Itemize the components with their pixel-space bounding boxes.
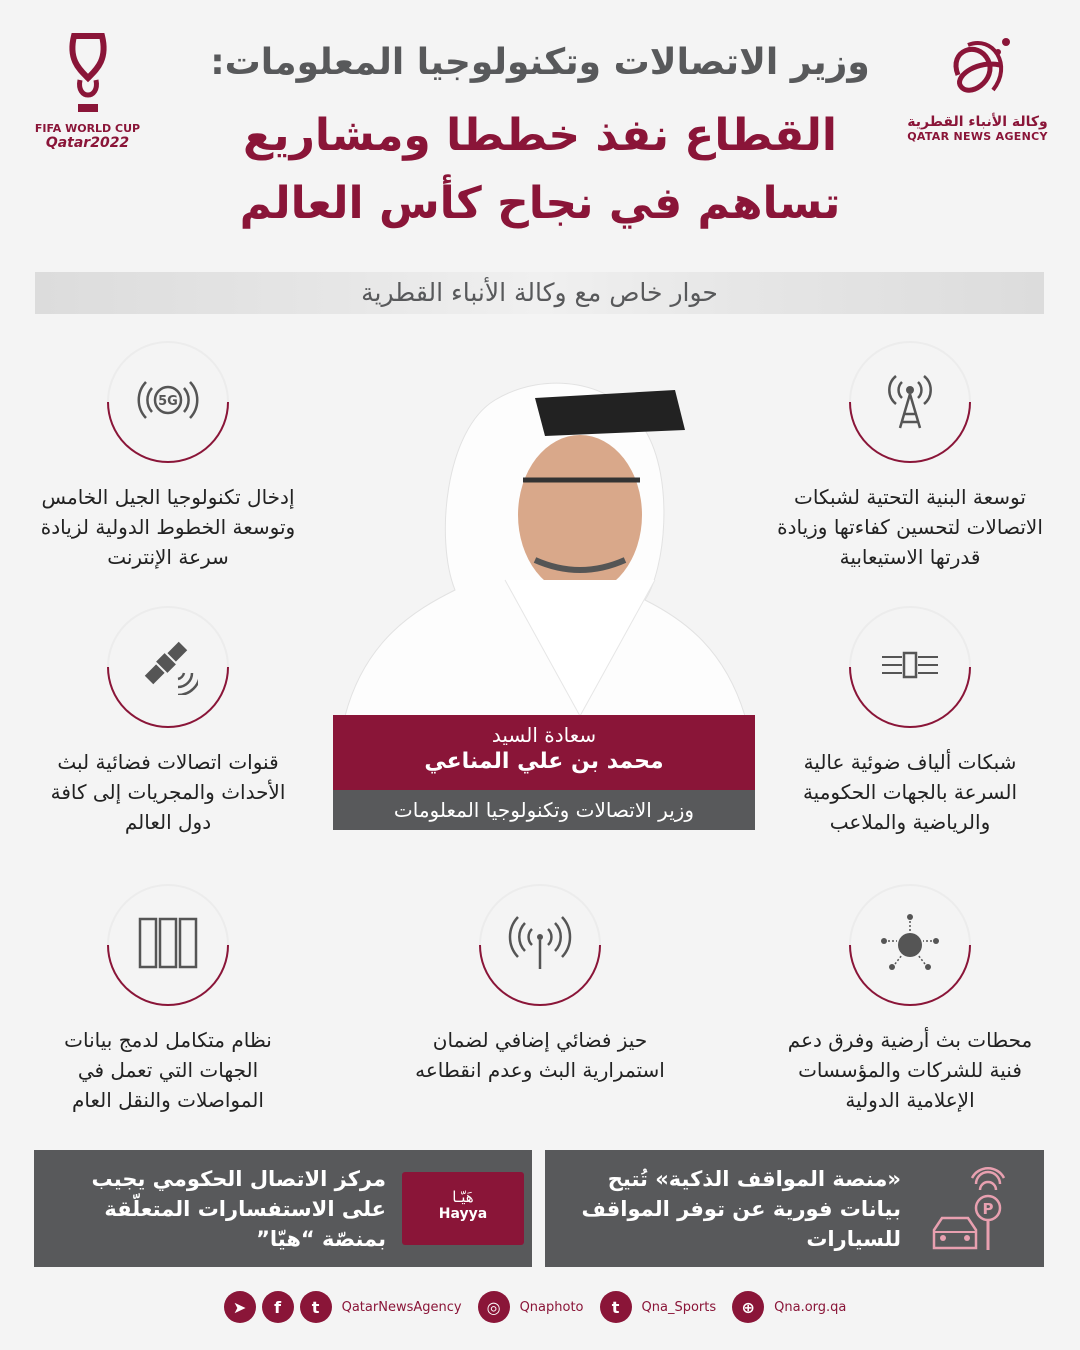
qna-logo-english: QATAR NEWS AGENCY [907,130,1048,143]
hayya-info-text: مركز الاتصال الحكومي يجيب على الاستفسارات المتعلّقة بمنصّة “هيّا” [91,1167,386,1251]
hayya-card [402,1172,524,1245]
hayya-info-panel [34,1150,532,1267]
subtitle-band [35,272,1044,314]
minister-photo [345,340,745,716]
world-cup-logo [30,30,145,151]
smart-parking-panel [545,1150,1044,1267]
feature-text: حيز فضائي إضافي لضمان استمرارية البث وعدم انقطاعه [415,1028,665,1082]
fiber-optic-icon [860,635,960,695]
instagram-icon[interactable]: ◎ [478,1291,510,1323]
social-handle-qna-sports[interactable]: Qna_Sports [641,1299,717,1315]
feature-text: نظام متكامل لدمج بيانات الجهات التي تعمل في المواصلات والنقل العام [64,1028,272,1112]
feature-fiber [775,605,1045,837]
smart-parking-text: «منصة المواقف الذكية» تُتيح بيانات فورية عن توفر المواقف للسيارات [581,1167,901,1251]
feature-text: محطات بث أرضية وفرق دعم فنية للشركات والمؤسسات الإعلامية الدولية [787,1028,1033,1112]
facebook-icon[interactable]: f [262,1291,294,1323]
broadcast-signal-icon [490,913,590,973]
satellite-icon [138,635,198,695]
svg-text:P: P [982,1200,994,1218]
feature-infrastructure [775,340,1045,572]
globe-icon[interactable]: ⊕ [732,1291,764,1323]
minister-name-box [333,715,755,830]
qna-emblem-icon [938,30,1018,110]
hayya-arabic: هَيّـا [452,1188,474,1206]
feature-text: إدخال تكنولوجيا الجيل الخامس وتوسعة الخطوط الدولية لزيادة سرعة الإنترنت [40,485,296,569]
social-footer [0,1290,1080,1324]
hayya-english: Hayya [438,1206,488,1222]
server-icon [128,913,208,973]
global-network-icon [880,913,940,973]
world-cup-logo-line1: FIFA WORLD CUP [34,122,141,135]
feature-space-capacity [405,883,675,1085]
feature-ground-stations [775,883,1045,1115]
website-link[interactable]: Qna.org.qa [774,1299,847,1315]
parking-car-icon [930,1164,1010,1256]
twitter-icon[interactable]: t [300,1291,332,1323]
world-cup-logo-line2: Qatar2022 [45,135,130,151]
feature-data-integration [33,883,303,1115]
subtitle: حوار خاص مع وكالة الأنباء القطرية [361,278,718,307]
minister-honorific: سعادة السيد [491,723,597,747]
qna-logo-arabic: وكالة الأنباء القطرية [907,114,1048,130]
feature-text: قنوات اتصالات فضائية لبث الأحداث والمجريات إلى كافة دول العالم [50,750,286,834]
telegram-icon[interactable]: ➤ [224,1291,256,1323]
feature-text: توسعة البنية التحتية لشبكات الاتصالات لتحسين كفاءتها وزيادة قدرتها الاستيعابية [777,485,1043,569]
minister-name: محمد بن علي المناعي [424,749,664,774]
headline-line3: تساهم في نجاح كأس العالم [239,178,841,229]
social-handle-qnaphoto[interactable]: Qnaphoto [519,1299,584,1315]
5g-icon [120,370,216,430]
5g-icon-text: 5G [158,394,178,409]
social-handle-qna[interactable]: QatarNewsAgency [341,1299,462,1315]
antenna-tower-icon [880,370,940,430]
headline-line1: وزير الاتصالات وتكنولوجيا المعلومات: [210,42,870,83]
minister-position: وزير الاتصالات وتكنولوجيا المعلومات [333,790,755,830]
feature-text: شبكات ألياف ضوئية عالية السرعة بالجهات الحكومية والرياضية والملاعب [802,750,1018,834]
world-cup-emblem-icon [66,30,110,118]
feature-satellite [33,605,303,837]
twitter-icon[interactable]: t [600,1291,632,1323]
headline-line2: القطاع نفذ خططا ومشاريع [242,110,838,161]
feature-5g [33,340,303,572]
